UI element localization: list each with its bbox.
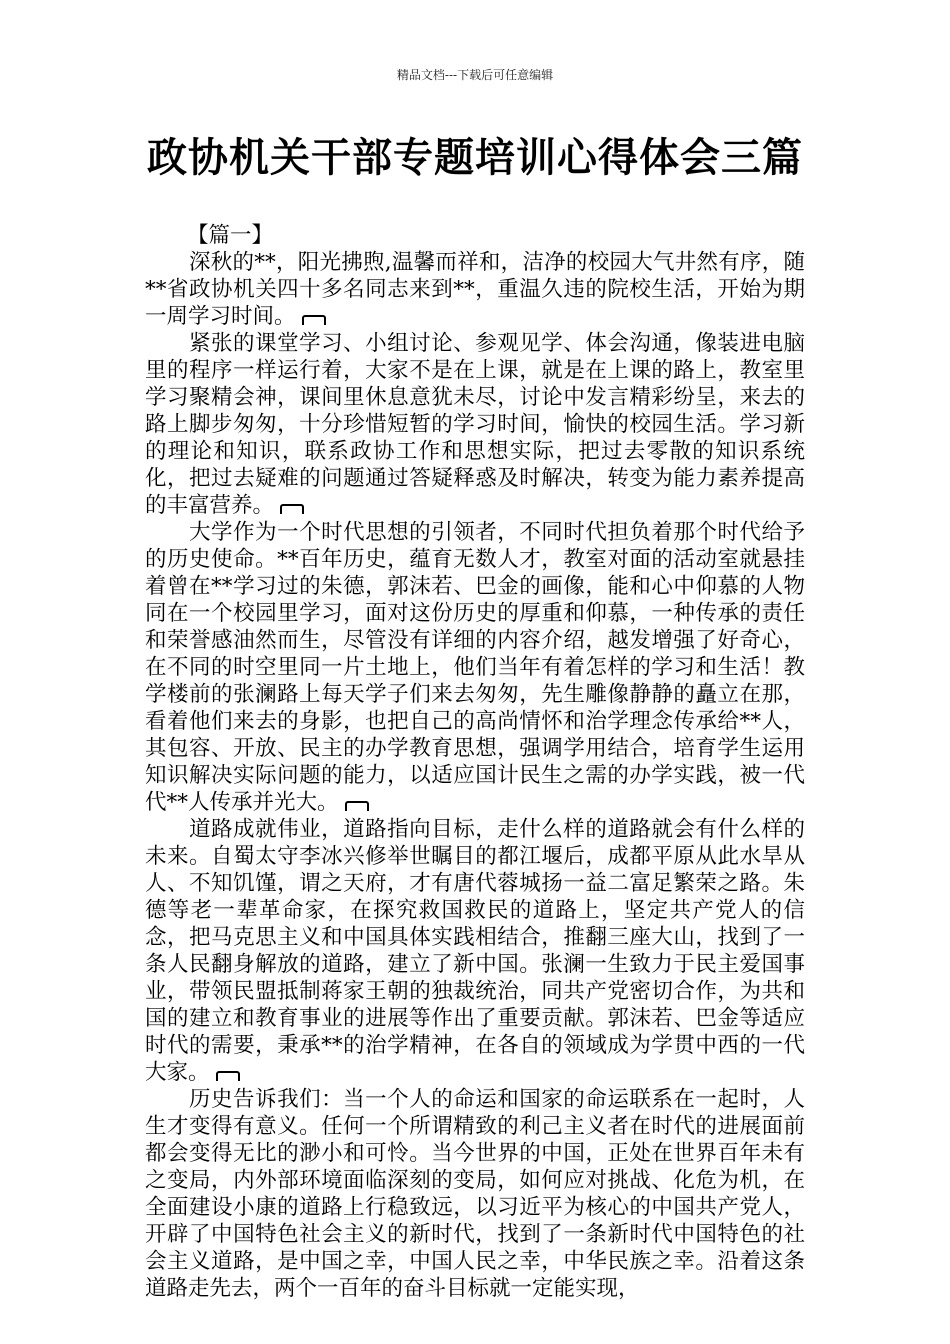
paragraph-text: 道路成就伟业，道路指向目标，走什么样的道路就会有什么样的未来。自蜀太守李冰兴修举世瞩目的都江堰后，成都平原从此水旱从人、不知饥馑，谓之天府，才有唐代蓉城扬一益二富足繁荣之路。朱德等老一辈革命家，在探究救国救民的道路上，坚定共产党人的信念，把马克思主义和中国具体实践相结合，推翻三座大山，找到了一条人民翻身解放的道路，建立了新中国。张澜一生致力于民主爱国事业，带领民盟抵制蒋家王朝的独裁统治，同共产党密切合作，为共和国的建立和教育事业的进展等作出了重要贡献。郭沫若、巴金等适应时代的需要，秉承**的治学精神，在各自的领域成为学贯中西的一代大家。 (145, 817, 805, 1085)
paragraph-text: 大学作为一个时代思想的引领者，不同时代担负着那个时代给予的历史使命。**百年历史，蕴育无数人才，教室对面的活动室就悬挂着曾在**学习过的朱德，郭沫若、巴金的画像，能和心中仰慕的人物同在一个校园里学习，面对这份历史的厚重和仰慕，一种传承的责任和荣誉感油然而生，尽管没有详细的内容介绍，越发增强了好奇心，在不同的时空里同一片土地上，他们当年有着怎样的学习和生活！教学楼前的张澜路上每天学子们来去匆匆，先生雕像静静的矗立在那，看着他们来去的身影，也把自己的高尚情怀和治学理念传承给**人，其包容、开放、民主的办学教育思想，强调学用结合，培育学生运用知识解决实际问题的能力，以适应国计民生之需的办学实践，被一代代**人传承并光大。 (145, 520, 805, 815)
section-label: 【篇一】 (187, 223, 274, 248)
paragraph-3 (145, 519, 805, 816)
paragraph-mark-icon (345, 801, 369, 811)
paragraph-4 (145, 816, 805, 1086)
paragraph-text: 深秋的**，阳光拂煦,温馨而祥和，洁净的校园大气井然有序，随**省政协机关四十多名同志来到**，重温久违的院校生活，开始为期一周学习时间。 (145, 250, 805, 329)
paragraph-mark-icon (216, 1071, 240, 1081)
paragraph-5 (145, 1086, 805, 1302)
paragraph-1 (145, 249, 805, 330)
paragraph-2 (145, 330, 805, 519)
page-header-note: 精品文档---下载后可任意编辑 (396, 68, 554, 82)
document-title: 政协机关干部专题培训心得体会三篇 (147, 134, 803, 181)
paragraph-mark-icon (280, 504, 304, 514)
paragraph-text: 紧张的课堂学习、小组讨论、参观见学、体会沟通，像装进电脑里的程序一样运行着，大家不是在上课，就是在上课的路上，教室里学习聚精会神，课间里休息意犹未尽，讨论中发言精彩纷呈，来去的路上脚步匆匆，十分珍惜短暂的学习时间，愉快的校园生活。学习新的理论和知识，联系政协工作和思想实际，把过去零散的知识系统化，把过去疑难的问题通过答疑释惑及时解决，转变为能力素养提高的丰富营养。 (145, 331, 805, 518)
paragraph-text: 历史告诉我们：当一个人的命运和国家的命运联系在一起时，人生才变得有意义。任何一个所谓精致的利己主义者在时代的进展面前都会变得无比的渺小和可怜。当今世界的中国，正处在世界百年未有之变局，内外部环境面临深刻的变局，如何应对挑战、化危为机，在全面建设小康的道路上行稳致远，以习近平为核心的中国共产党人，开辟了中国特色社会主义的新时代，找到了一条新时代中国特色的社会主义道路，是中国之幸，中国人民之幸，中华民族之幸。沿着这条道路走先去，两个一百年的奋斗目标就一定能实现， (145, 1087, 805, 1301)
document-body (145, 222, 805, 1302)
paragraph-mark-icon (302, 315, 326, 325)
